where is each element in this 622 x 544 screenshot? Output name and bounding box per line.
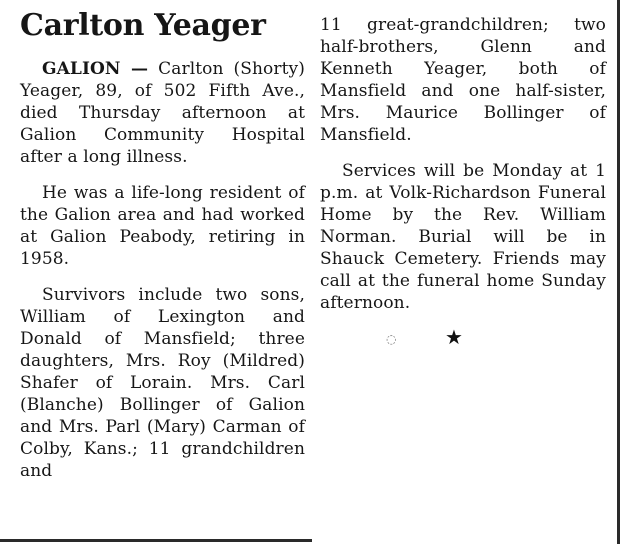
right-column xyxy=(320,14,606,350)
obituary-paragraph-3: Survivors include two sons, William of Lexington and Donald of Mansfield; three daughters, Mrs. Roy (Mildred) Shafer of Lorain. Mrs. Carl (Blanche) Bollinger of Galion and Mrs. Parl (Mary) Carman of Colby, Kans.; 11 grandchildren and xyxy=(20,285,305,481)
obituary-paragraph-1 xyxy=(20,58,305,168)
end-ornament-row xyxy=(320,325,606,350)
small-circle-icon: ◌ xyxy=(386,332,397,346)
clipping-right-border xyxy=(617,0,620,544)
clipping-bottom-rule xyxy=(0,539,312,542)
dateline: GALION — xyxy=(42,59,149,79)
obituary-paragraph-5: Services will be Monday at 1 p.m. at Volk-Richardson Funeral Home by the Rev. William Norman. Burial will be in Shauck Cemetery. Friends may call at the funeral home Sunday afternoon. xyxy=(320,161,606,313)
left-column xyxy=(20,8,305,496)
star-icon: ★ xyxy=(445,325,464,349)
obituary-headline: Carlton Yeager xyxy=(20,8,266,43)
obituary-paragraph-2: He was a life-long resident of the Galion area and had worked at Galion Peabody, retiring in 1958. xyxy=(20,183,305,269)
paragraph-1-text: Carlton (Shorty) Yeager, 89, of 502 Fifth Ave., died Thursday afternoon at Galion Community Hospital after a long illness. xyxy=(20,59,305,167)
obituary-paragraph-4: 11 great-grandchildren; two half-brothers, Glenn and Kenneth Yeager, both of Mansfield and one half-sister, Mrs. Maurice Bollinger of Mansfield. xyxy=(320,15,606,145)
